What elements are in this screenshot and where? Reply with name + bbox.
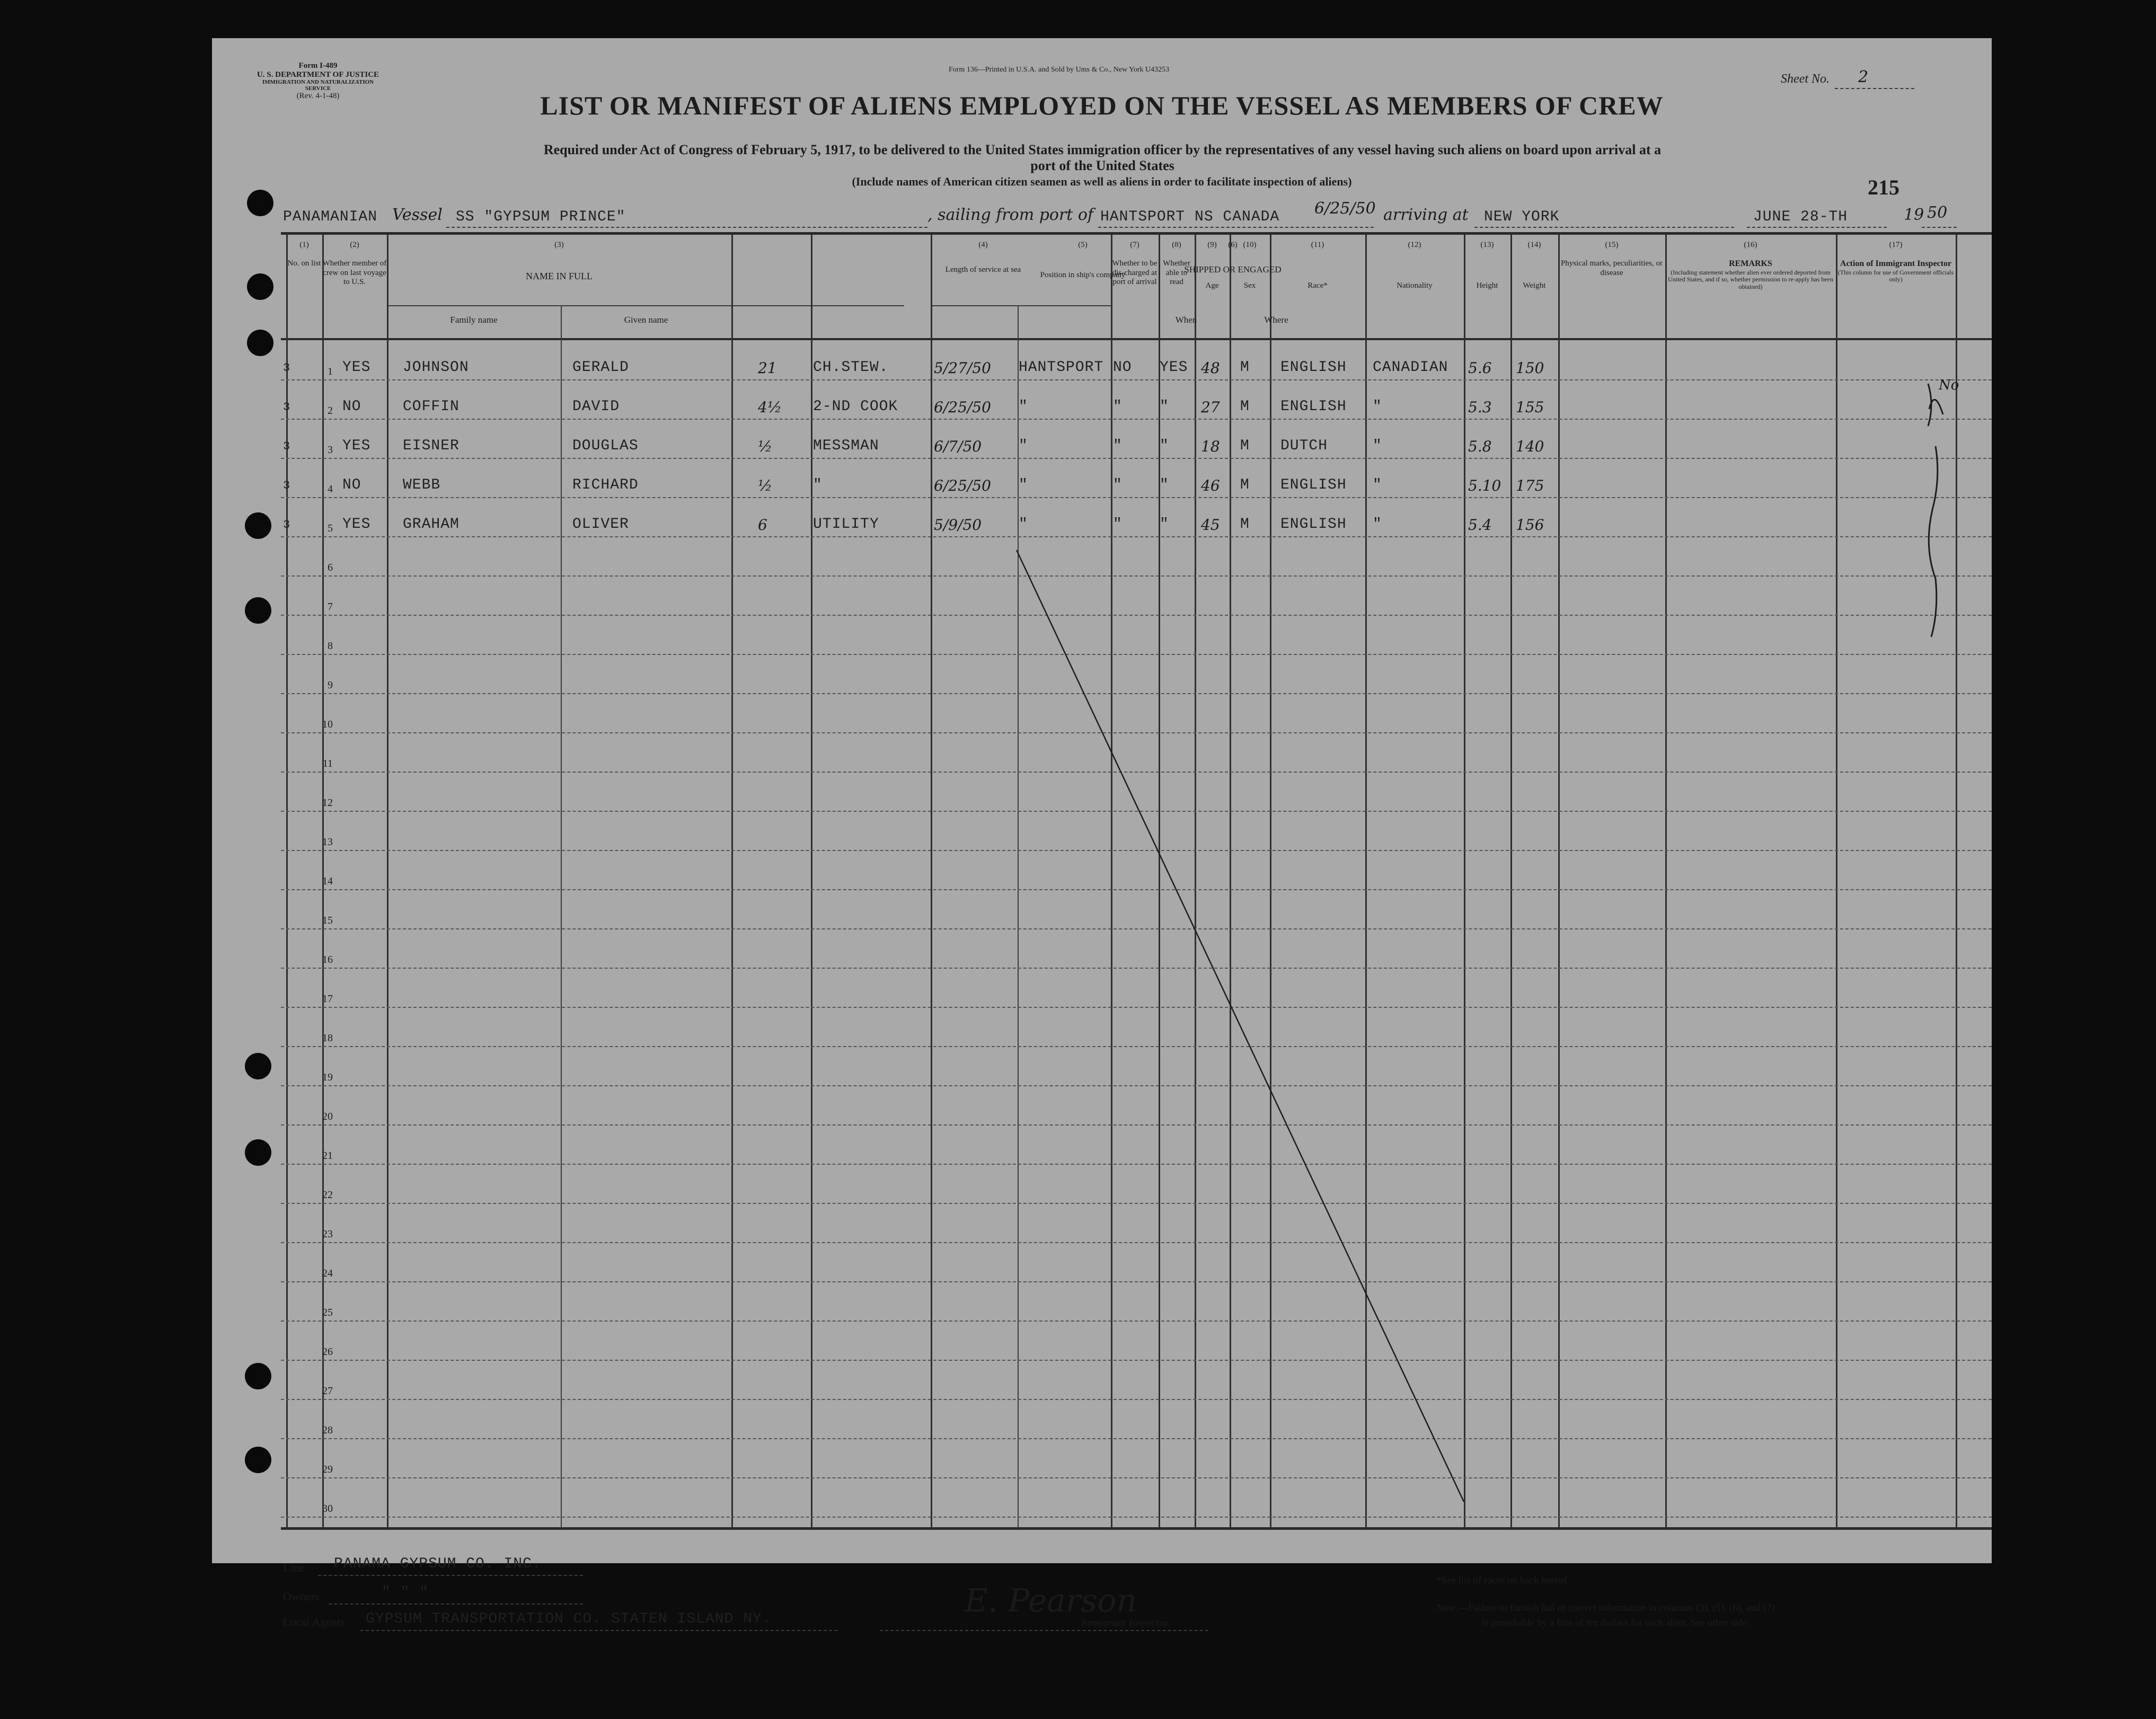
col-title: Whether to be dis-charged at port of arrival <box>1112 259 1157 286</box>
col-title-1: No. on list <box>287 259 321 268</box>
col-title: Height <box>1476 281 1498 290</box>
crew-sex: M <box>1240 359 1250 376</box>
col-title: Race* <box>1307 281 1328 290</box>
crew-given: DAVID <box>572 398 620 415</box>
crew-race: ENGLISH <box>1280 398 1347 415</box>
crew-when: 5/27/50 <box>934 359 991 377</box>
crew-height: 5.10 <box>1468 477 1501 494</box>
form-number: Form I-489 <box>298 61 338 70</box>
crew-position: CH.STEW. <box>813 359 889 376</box>
crew-sex: M <box>1240 398 1250 415</box>
col-number-5: (5) <box>1078 241 1088 249</box>
row-number: 2 <box>328 405 333 417</box>
crew-where: " <box>1019 438 1028 454</box>
row-number: 6 <box>328 562 333 573</box>
crew-age: 46 <box>1201 477 1220 494</box>
crew-weight: 140 <box>1516 438 1544 455</box>
printer-line: Form 136—Printed in U.S.A. and Sold by Ums & Co., New York U43253 <box>949 66 1170 74</box>
sailing-date: 6/25/50 <box>1314 199 1376 218</box>
crew-where: " <box>1019 398 1028 415</box>
revision: (Rev. 4-1-48) <box>296 92 340 100</box>
col-number: (14) <box>1527 241 1541 249</box>
col-title-3: NAME IN FULL <box>526 271 593 282</box>
crew-age: 27 <box>1201 398 1220 416</box>
crew-mark: 3 <box>283 401 291 414</box>
col-title: Action of Immigrant Inspector <box>1840 259 1952 269</box>
row-number: 14 <box>322 875 333 887</box>
page-title: LIST OR MANIFEST OF ALIENS EMPLOYED ON THE VESSEL AS MEMBERS OF CREW <box>540 91 1664 120</box>
crew-service: 6 <box>758 516 767 534</box>
service: IMMIGRATION AND NATURALIZATION SERVICE <box>262 79 374 92</box>
row-number: 30 <box>322 1503 333 1514</box>
crew-given: OLIVER <box>572 516 629 533</box>
crew-weight: 150 <box>1516 359 1544 377</box>
crew-read: " <box>1160 477 1169 493</box>
row-number: 26 <box>322 1346 333 1358</box>
col-number: (11) <box>1311 241 1324 249</box>
row-number: 20 <box>322 1111 333 1122</box>
subtitle-note: (Include names of American citizen seamen as well as aliens in order to facilitate inspection of aliens) <box>852 175 1352 188</box>
crew-last-voyage: YES <box>342 516 371 533</box>
crew-family: WEBB <box>403 477 441 493</box>
col-note: (This column for use of Government officials only) <box>1837 268 1954 283</box>
col-title: REMARKS <box>1729 259 1772 269</box>
vessel-name: SS "GYPSUM PRINCE" <box>456 209 626 225</box>
crew-race: ENGLISH <box>1280 359 1347 376</box>
sheet-number: 2 <box>1858 68 1869 86</box>
col-number-6: (6) <box>1228 241 1238 249</box>
col-title-6: SHIPPED OR ENGAGED <box>1184 264 1282 275</box>
crew-last-voyage: YES <box>342 359 371 376</box>
line-value: PANAMA GYPSUM CO. INC. <box>334 1556 542 1572</box>
crew-service: 4½ <box>758 398 782 416</box>
col-number: (10) <box>1243 241 1257 249</box>
line-label: Line <box>283 1561 305 1574</box>
inspector-signature: E. Pearson <box>965 1582 1137 1619</box>
crew-mark: 3 <box>283 479 291 492</box>
row-number: 8 <box>328 640 333 652</box>
crew-nationality: " <box>1373 438 1382 454</box>
sailing-label: , sailing from port of <box>927 206 1094 224</box>
col-number-4: (4) <box>978 241 988 249</box>
owners-label: Owners <box>283 1590 320 1603</box>
crew-read: " <box>1160 438 1169 454</box>
row-number: 15 <box>322 915 333 926</box>
crew-when: 6/7/50 <box>934 438 982 455</box>
crew-family: JOHNSON <box>403 359 469 376</box>
crew-where: " <box>1019 516 1028 533</box>
arrival-port: NEW YORK <box>1484 209 1560 225</box>
row-number: 29 <box>322 1464 333 1475</box>
col-number: (9) <box>1207 241 1217 249</box>
row-number: 22 <box>322 1189 333 1201</box>
vessel-flag: PANAMANIAN <box>283 209 378 225</box>
crew-discharged: " <box>1113 398 1123 415</box>
row-number: 24 <box>322 1268 333 1279</box>
crew-family: COFFIN <box>403 398 460 415</box>
stamp-number: 215 <box>1868 175 1899 199</box>
crew-mark: 3 <box>283 440 291 453</box>
crew-nationality: " <box>1373 398 1382 415</box>
crew-race: ENGLISH <box>1280 477 1347 493</box>
row-number: 17 <box>322 993 333 1005</box>
agents-value: GYPSUM TRANSPORTATION CO. STATEN ISLAND NY. <box>366 1611 772 1627</box>
row-number: 23 <box>322 1228 333 1240</box>
col-title: Age <box>1205 281 1219 290</box>
row-number: 21 <box>322 1150 333 1162</box>
row-number: 16 <box>322 954 333 965</box>
col-title-4: Length of service at sea <box>945 265 1021 274</box>
crew-sex: M <box>1240 438 1250 454</box>
owners-value: " " " <box>382 1584 429 1601</box>
row-number: 1 <box>328 366 333 377</box>
col-number: (8) <box>1172 241 1181 249</box>
crew-family: EISNER <box>403 438 460 454</box>
crew-position: MESSMAN <box>813 438 879 454</box>
crew-last-voyage: YES <box>342 438 371 454</box>
crew-service: 21 <box>758 359 777 377</box>
crew-race: DUTCH <box>1280 438 1328 454</box>
col-title: Physical marks, peculiarities, or disease <box>1560 259 1663 277</box>
crew-when: 6/25/50 <box>934 398 991 416</box>
crew-discharged: NO <box>1113 359 1132 376</box>
crew-last-voyage: NO <box>342 398 361 415</box>
row-number: 4 <box>328 483 333 495</box>
col-title: Whether able to read <box>1163 259 1190 286</box>
crew-when: 6/25/50 <box>934 477 991 494</box>
fine-note-1: Note.—Failure to furnish full or correct information in columns (3), (5), (6), and (7) <box>1436 1602 1775 1614</box>
crew-read: " <box>1160 516 1169 533</box>
crew-discharged: " <box>1113 477 1123 493</box>
crew-weight: 155 <box>1516 398 1544 416</box>
crew-nationality: " <box>1373 516 1382 533</box>
row-number: 10 <box>322 719 333 730</box>
col-title-2: Whether member of crew on last voyage to U.S. <box>322 259 387 286</box>
sheet-label: Sheet No. <box>1781 72 1830 86</box>
col-where: Where <box>1264 315 1288 325</box>
crew-height: 5.3 <box>1468 398 1492 416</box>
row-number: 13 <box>322 836 333 848</box>
col-note: (Including statement whether alien ever ordered deported from United States, and if so, whether permission to re-apply has been obtained) <box>1668 268 1833 291</box>
crew-age: 18 <box>1201 438 1220 455</box>
col-number-2: (2) <box>350 241 359 249</box>
crew-age: 48 <box>1201 359 1220 377</box>
crew-service: ½ <box>758 438 773 455</box>
races-footnote: *See list of races on back hereof. <box>1436 1575 1570 1586</box>
crew-discharged: " <box>1113 516 1123 533</box>
crew-family: GRAHAM <box>403 516 460 533</box>
crew-given: RICHARD <box>572 477 639 493</box>
col-title: Weight <box>1523 281 1546 290</box>
year-suffix: 50 <box>1927 203 1948 222</box>
vessel-label: Vessel <box>392 206 443 224</box>
departure-port: HANTSPORT NS CANADA <box>1100 209 1280 225</box>
row-number: 28 <box>322 1424 333 1436</box>
row-number: 7 <box>328 601 333 613</box>
fine-note-2: is punishable by a fine of ten dollars for each alien. See other side. <box>1482 1617 1749 1628</box>
crew-sex: M <box>1240 477 1250 493</box>
crew-age: 45 <box>1201 516 1220 534</box>
department: U. S. DEPARTMENT OF JUSTICE <box>257 70 379 79</box>
crew-read: " <box>1160 398 1169 415</box>
subtitle-line-2: port of the United States <box>1030 157 1174 173</box>
row-number: 9 <box>328 679 333 691</box>
year-prefix: 19 <box>1904 206 1924 224</box>
row-number: 5 <box>328 522 333 534</box>
crew-position: " <box>813 477 823 493</box>
crew-read: YES <box>1160 359 1188 376</box>
row-number: 12 <box>322 797 333 809</box>
col-given-name: Given name <box>624 315 668 325</box>
col-title: Sex <box>1243 281 1256 290</box>
crew-position: 2-ND COOK <box>813 398 898 415</box>
agents-label: Local Agents <box>283 1615 345 1628</box>
strike-through-line <box>212 38 1992 1563</box>
row-number: 27 <box>322 1385 333 1397</box>
col-number-3: (3) <box>554 241 564 249</box>
col-title-5: Position in ship's company <box>1040 271 1126 280</box>
crew-position: UTILITY <box>813 516 879 533</box>
crew-given: GERALD <box>572 359 629 376</box>
crew-height: 5.4 <box>1468 516 1492 534</box>
crew-discharged: " <box>1113 438 1123 454</box>
col-title: Nationality <box>1397 281 1433 290</box>
crew-mark: 3 <box>283 518 291 531</box>
col-when: When <box>1175 315 1197 325</box>
crew-mark: 3 <box>283 361 291 375</box>
crew-height: 5.6 <box>1468 359 1492 377</box>
crew-where: " <box>1019 477 1028 493</box>
col-number-1: (1) <box>299 241 309 249</box>
row-number: 25 <box>322 1307 333 1318</box>
row-number: 11 <box>322 758 333 769</box>
col-number: (17) <box>1889 241 1903 249</box>
crew-height: 5.8 <box>1468 438 1492 455</box>
arrival-date: JUNE 28-TH <box>1753 209 1848 225</box>
subtitle-line-1: Required under Act of Congress of February 5, 1917, to be delivered to the United States immigration officer by the representatives of any vessel having such aliens on board upon arrival at a <box>543 142 1662 157</box>
col-number: (13) <box>1480 241 1494 249</box>
row-number: 19 <box>322 1071 333 1083</box>
col-number: (7) <box>1130 241 1139 249</box>
col-number: (15) <box>1605 241 1619 249</box>
manifest-sheet <box>212 38 1992 1563</box>
remarks-mark: No <box>1939 377 1959 393</box>
crew-where: HANTSPORT <box>1019 359 1104 376</box>
crew-when: 5/9/50 <box>934 516 982 534</box>
row-number: 18 <box>322 1032 333 1044</box>
crew-service: ½ <box>758 477 773 494</box>
col-family-name: Family name <box>450 315 498 325</box>
arriving-label: arriving at <box>1383 206 1469 224</box>
crew-race: ENGLISH <box>1280 516 1347 533</box>
crew-weight: 175 <box>1516 477 1544 494</box>
crew-last-voyage: NO <box>342 477 361 493</box>
crew-nationality: CANADIAN <box>1373 359 1448 376</box>
crew-sex: M <box>1240 516 1250 533</box>
row-number: 3 <box>328 444 333 456</box>
crew-nationality: " <box>1373 477 1382 493</box>
inspector-label: Immigrant Inspector. <box>1081 1617 1170 1629</box>
crew-weight: 156 <box>1516 516 1544 534</box>
col-number: (16) <box>1744 241 1757 249</box>
crew-given: DOUGLAS <box>572 438 639 454</box>
col-number: (12) <box>1408 241 1421 249</box>
